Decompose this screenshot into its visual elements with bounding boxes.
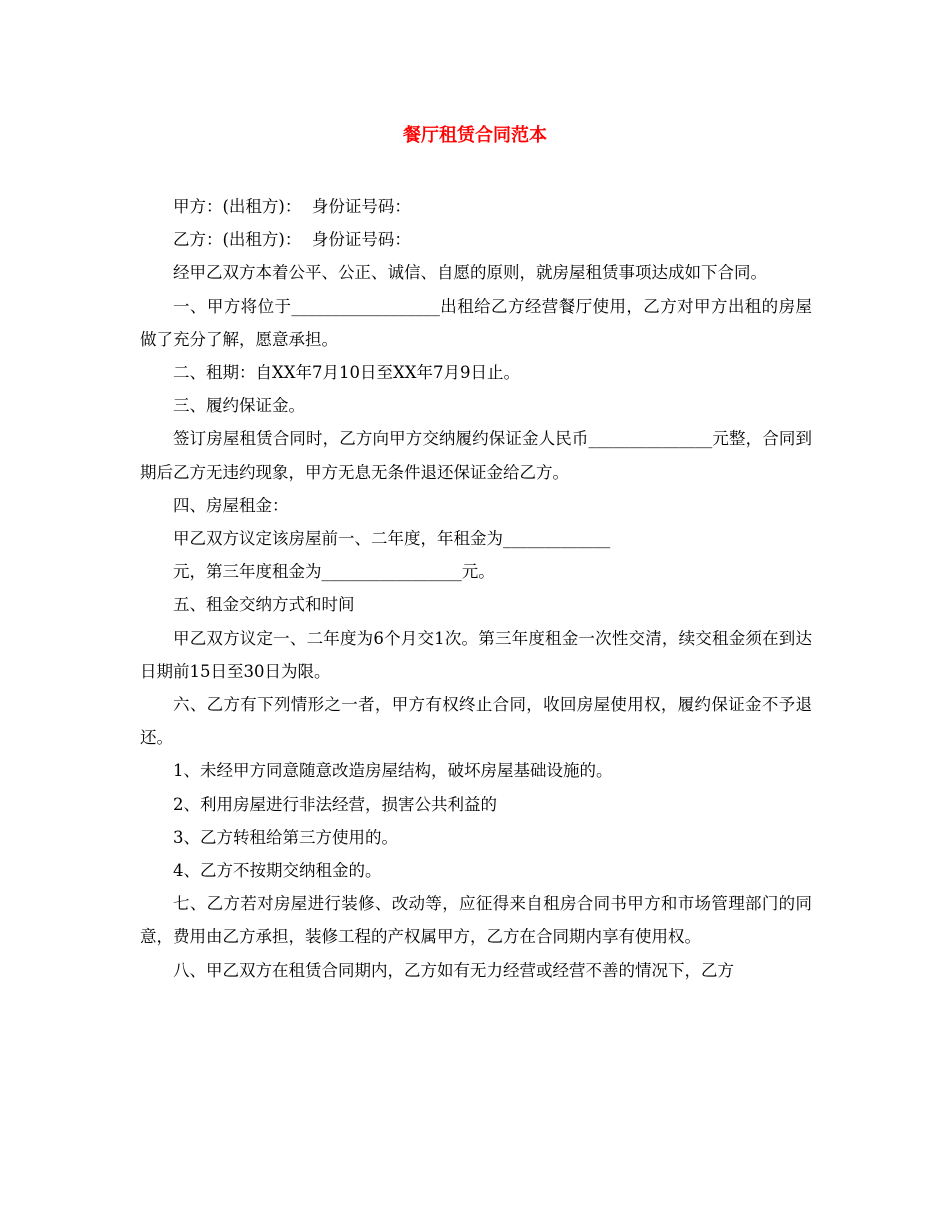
clause-5-heading: 五、租金交纳方式和时间 [173,595,355,615]
clause-3-heading: 三、履约保证金。 [173,396,305,416]
clause-4-rent-year-3: 元，第三年度租金为_________________元。 [173,562,495,582]
party-b-line: 乙方：(出租方)： 身份证号码： [173,230,411,250]
clause-3-deposit: 签订房屋租赁合同时，乙方向甲方交纳履约保证金人民币_______________元整，合同到期后乙方无违约现象，甲方无息无条件退还保证金给乙方。 [140,429,812,482]
document-title: 餐厅租赁合同范本 [403,125,547,146]
party-a-line: 甲方：(出租方)： 身份证号码： [173,197,411,216]
clause-6-item-4: 4、乙方不按期交纳租金的。 [173,861,382,881]
clause-1-location: 一、甲方将位于__________________出租给乙方经营餐厅使用，乙方对甲方出租的房屋做了充分了解，愿意承担。 [140,296,812,349]
clause-6-termination: 六、乙方有下列情形之一者，甲方有权终止合同，收回房屋使用权，履约保证金不予退还。 [140,695,812,748]
clause-6-item-2: 2、利用房屋进行非法经营，损害公共利益的 [173,794,497,814]
clause-6-item-3: 3、乙方转租给第三方使用的。 [173,827,398,847]
clause-5-payment: 甲乙双方议定一、二年度为6个月交1次。第三年度租金一次性交清，续交租金须在到达日期前15日至30日为限。 [140,628,812,681]
preamble-paragraph: 经甲乙双方本着公平、公正、诚信、自愿的原则，就房屋租赁事项达成如下合同。 [173,263,767,283]
clause-4-heading: 四、房屋租金： [173,495,289,515]
clause-7-renovation: 七、乙方若对房屋进行装修、改动等，应征得来自租房合同书甲方和市场管理部门的同意，费用由乙方承担，装修工程的产权属甲方，乙方在合同期内享有使用权。 [140,894,812,947]
clause-6-item-1: 1、未经甲方同意随意改造房屋结构，破坏房屋基础设施的。 [173,761,613,781]
clause-4-rent-years-1-2: 甲乙双方议定该房屋前一、二年度，年租金为_____________ [173,529,611,549]
clause-8-partial: 八、甲乙双方在租赁合同期内，乙方如有无力经营或经营不善的情况下，乙方 [173,960,734,980]
clause-2-term: 二、租期：自XX年7月10日至XX年7月9日止。 [173,363,520,383]
document-body [140,190,812,987]
